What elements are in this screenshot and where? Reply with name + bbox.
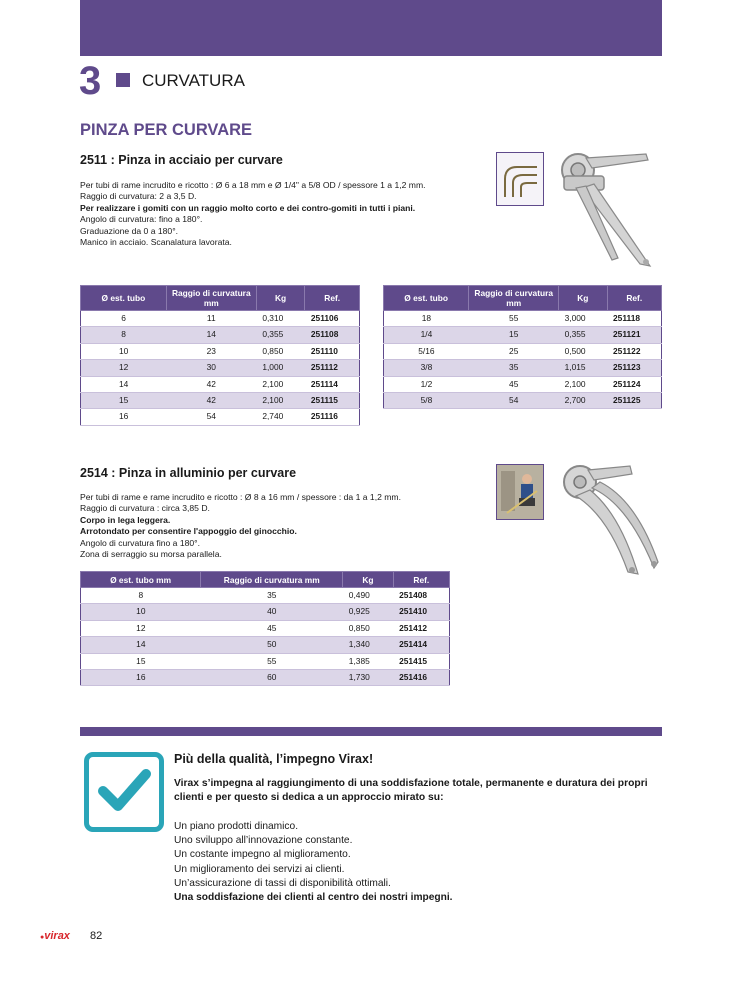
- cell: 1,015: [559, 360, 607, 376]
- cell: 251416: [393, 670, 449, 686]
- tube-bend-diagram-image: [496, 152, 544, 206]
- desc-line: Per realizzare i gomiti con un raggio molto corto e dei contro-gomiti in tutti i piani.: [80, 202, 416, 213]
- col-header: Ø est. tubo: [384, 286, 469, 311]
- desc-line: Per tubi di rame incrudito e ricotto : Ø 6 a 18 mm e Ø 1/4" a 5/8 OD / spessore 1 a 1,2 mm.: [80, 180, 426, 190]
- cell: 42: [166, 376, 256, 392]
- cell: 251125: [607, 393, 661, 409]
- table-row: [81, 670, 450, 686]
- cell: 8: [81, 588, 201, 604]
- col-header: Ref.: [393, 572, 449, 588]
- desc-line: Arrotondato per consentire l'appoggio del ginocchio.: [80, 526, 297, 537]
- col-header: Ref.: [607, 286, 661, 311]
- cell: 54: [469, 393, 559, 409]
- cell: 2,700: [559, 393, 607, 409]
- cell: 16: [81, 409, 167, 425]
- cell: 251121: [607, 327, 661, 343]
- cell: 0,490: [343, 588, 393, 604]
- virax-logo: [40, 929, 70, 945]
- cell: 15: [81, 393, 167, 409]
- cell: 251112: [305, 360, 360, 376]
- chapter-square-icon: [116, 73, 130, 87]
- desc-line: Corpo in lega leggera.: [80, 514, 171, 525]
- desc-line: Zona di serraggio su morsa parallela.: [80, 549, 222, 560]
- cell: 2,100: [559, 376, 607, 392]
- table-row: [81, 360, 360, 376]
- cell: 16: [81, 670, 201, 686]
- list-item: Un costante impegno al miglioramento.: [174, 849, 351, 861]
- desc-line: Raggio di curvatura: 2 a 3,5 D.: [80, 191, 197, 202]
- product-2511-title: 2511 : Pinza in acciaio per curvare: [80, 153, 283, 167]
- cell: 0,850: [256, 343, 305, 359]
- cell: 2,100: [256, 393, 305, 409]
- logo-dot-icon: ●: [40, 934, 45, 941]
- cell: 3,000: [559, 311, 607, 327]
- cell: 251122: [607, 343, 661, 359]
- cell: 251110: [305, 343, 360, 359]
- cell: 1,340: [343, 637, 393, 653]
- cell: 14: [81, 637, 201, 653]
- cell: 5/8: [384, 393, 469, 409]
- cell: 60: [201, 670, 343, 686]
- col-header: Raggio di curvatura mm: [166, 286, 256, 311]
- cell: 1,730: [343, 670, 393, 686]
- cell: 251116: [305, 409, 360, 425]
- cell: 0,500: [559, 343, 607, 359]
- cell: 55: [201, 653, 343, 669]
- section-divider-band: [80, 727, 662, 736]
- table-row: [81, 376, 360, 392]
- col-header: Raggio di curvatura mm: [469, 286, 559, 311]
- cell: 0,355: [256, 327, 305, 343]
- col-header: Kg: [343, 572, 393, 588]
- table-row: [81, 620, 450, 636]
- cell: 1/4: [384, 327, 469, 343]
- chapter-title: CURVATURA: [142, 71, 245, 90]
- list-item: Un piano prodotti dinamico.: [174, 821, 299, 832]
- cell: 1,000: [256, 360, 305, 376]
- cell: 0,355: [559, 327, 607, 343]
- cell: 251114: [305, 376, 360, 392]
- cell: 1,385: [343, 653, 393, 669]
- cell: 251106: [305, 311, 360, 327]
- cell: 0,310: [256, 311, 305, 327]
- cell: 54: [166, 409, 256, 425]
- worker-kneeling-icon: [497, 465, 543, 519]
- table-row: [384, 376, 662, 392]
- cell: 42: [166, 393, 256, 409]
- cell: 2,740: [256, 409, 305, 425]
- cell: 251412: [393, 620, 449, 636]
- cell: 50: [201, 637, 343, 653]
- product-2514-description: [80, 492, 401, 560]
- cell: 5/16: [384, 343, 469, 359]
- cell: 0,850: [343, 620, 393, 636]
- list-item: Un miglioramento dei servizi ai clienti.: [174, 863, 345, 875]
- cell: 23: [166, 343, 256, 359]
- page-number: 82: [90, 930, 103, 942]
- cell: 1/2: [384, 376, 469, 392]
- cell: 11: [166, 311, 256, 327]
- cell: 10: [81, 343, 167, 359]
- quality-intro: Virax s’impegna al raggiungimento di una soddisfazione totale, permanente e duratura dei propri clienti e per questo si dedica a un approccio mirato su:: [174, 778, 648, 803]
- page-heading: PINZA PER CURVARE: [80, 121, 253, 139]
- table-2514: [80, 571, 450, 686]
- col-header: Ø est. tubo: [81, 286, 167, 311]
- cell: 25: [469, 343, 559, 359]
- bent-tube-icon: [497, 153, 543, 205]
- col-header: Ø est. tubo mm: [81, 572, 201, 588]
- cell: 8: [81, 327, 167, 343]
- quality-title: Più della qualità, l’impegno Virax!: [174, 752, 374, 766]
- cell: 251123: [607, 360, 661, 376]
- table-row: [81, 393, 360, 409]
- cell: 251415: [393, 653, 449, 669]
- table-row: [81, 588, 450, 604]
- cell: 15: [81, 653, 201, 669]
- check-glyph: [89, 757, 159, 827]
- cell: 251408: [393, 588, 449, 604]
- cell: 251414: [393, 637, 449, 653]
- cell: 15: [469, 327, 559, 343]
- cell: 55: [469, 311, 559, 327]
- cell: 6: [81, 311, 167, 327]
- table-row: [81, 604, 450, 620]
- table-row: [384, 393, 662, 409]
- list-item: Una soddisfazione dei clienti al centro dei nostri impegni.: [174, 892, 453, 904]
- desc-line: Angolo di curvatura fino a 180°.: [80, 537, 201, 548]
- bender-2514-photo: [558, 460, 662, 584]
- chapter-number: 3: [79, 59, 102, 103]
- col-header: Raggio di curvatura mm: [201, 572, 343, 588]
- quality-list: [174, 820, 453, 905]
- table-row: [81, 327, 360, 343]
- table-row: [384, 327, 662, 343]
- cell: 12: [81, 360, 167, 376]
- logo-text: virax: [44, 930, 70, 942]
- col-header: Ref.: [305, 286, 360, 311]
- top-band: [80, 0, 662, 56]
- table-row: [81, 637, 450, 653]
- desc-line: Per tubi di rame e rame incrudito e ricotto : Ø 8 a 16 mm / spessore : da 1 a 1,2 mm.: [80, 492, 401, 502]
- desc-line: Graduazione da 0 a 180°.: [80, 225, 179, 236]
- cell: 251410: [393, 604, 449, 620]
- table-row: [384, 311, 662, 327]
- table-2511-metric: [80, 285, 360, 426]
- cell: 10: [81, 604, 201, 620]
- col-header: Kg: [559, 286, 607, 311]
- cell: 18: [384, 311, 469, 327]
- cell: 251118: [607, 311, 661, 327]
- cell: 12: [81, 620, 201, 636]
- cell: 251115: [305, 393, 360, 409]
- cell: 3/8: [384, 360, 469, 376]
- table-row: [81, 409, 360, 425]
- desc-line: Angolo di curvatura: fino a 180°.: [80, 214, 203, 225]
- table-row: [81, 653, 450, 669]
- cell: 45: [201, 620, 343, 636]
- cell: 14: [81, 376, 167, 392]
- cell: 40: [201, 604, 343, 620]
- cell: 45: [469, 376, 559, 392]
- checkmark-icon: [84, 752, 164, 832]
- usage-photo: [496, 464, 544, 520]
- cell: 0,925: [343, 604, 393, 620]
- cell: 2,100: [256, 376, 305, 392]
- table-row: [384, 360, 662, 376]
- table-row: [81, 343, 360, 359]
- cell: 30: [166, 360, 256, 376]
- cell: 251124: [607, 376, 661, 392]
- cell: 14: [166, 327, 256, 343]
- list-item: Uno sviluppo all’innovazione constante.: [174, 835, 353, 847]
- cell: 35: [201, 588, 343, 604]
- table-row: [384, 343, 662, 359]
- desc-line: Raggio di curvatura : circa 3,85 D.: [80, 503, 210, 514]
- list-item: Un’assicurazione di tassi di disponibilità ottimali.: [174, 877, 391, 889]
- desc-line: Manico in acciaio. Scanalatura lavorata.: [80, 237, 232, 248]
- table-2511-imperial: [383, 285, 662, 409]
- cell: 35: [469, 360, 559, 376]
- col-header: Kg: [256, 286, 305, 311]
- bender-2511-photo: [546, 148, 666, 272]
- cell: 251108: [305, 327, 360, 343]
- product-2511-description: [80, 180, 426, 248]
- product-2514-title: 2514 : Pinza in alluminio per curvare: [80, 466, 297, 480]
- table-row: [81, 311, 360, 327]
